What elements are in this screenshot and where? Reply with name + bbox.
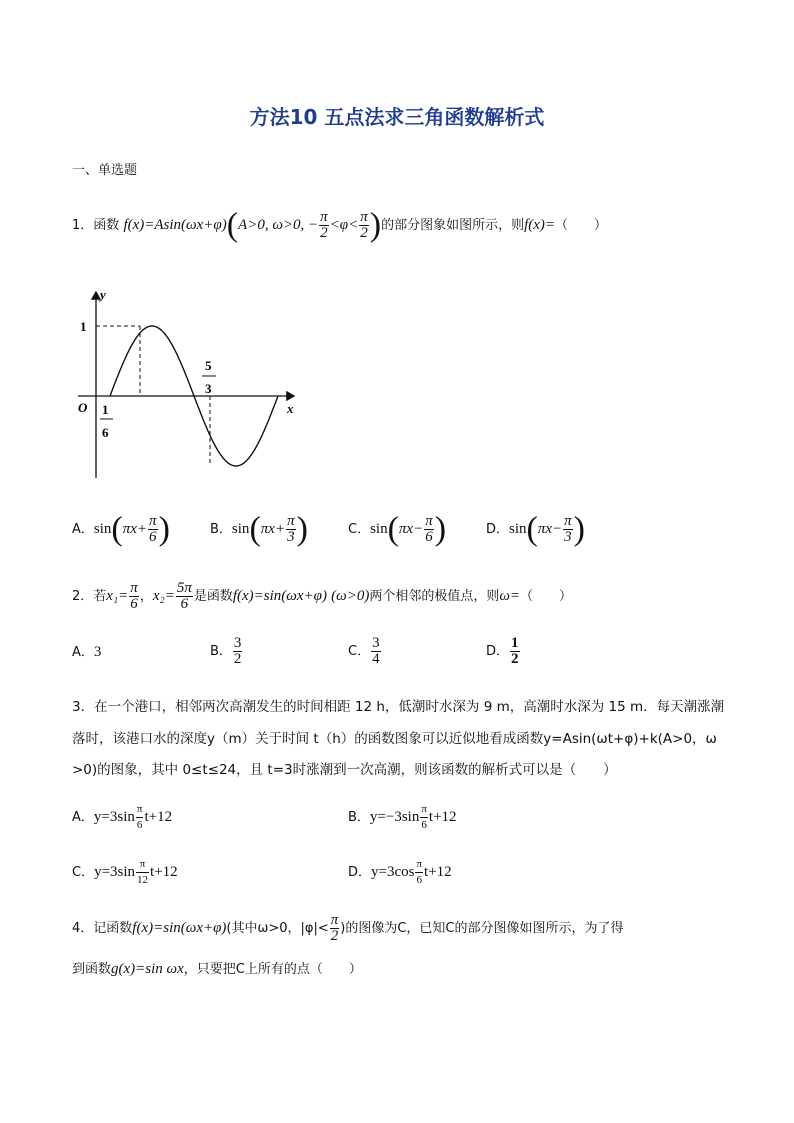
question-2-stem: 2．若x₁= $\frac{\pi}{6}$ ，x₂= $\frac{5\pi}{6}$ 是函数f(x)=sin(ωx+φ) (ω>0)两个相邻的极值点，则ω=（ ） xyxy=(72,580,573,612)
x-axis-label: x xyxy=(287,401,294,416)
question-2-option-b[interactable]: B． $\frac{3}{2}$ xyxy=(210,635,242,667)
question-3-option-c[interactable]: C．y=3sin $\frac{\pi}{12}$ t+12 xyxy=(72,858,178,886)
fraction: $\frac{\pi}{2}$ xyxy=(360,209,368,241)
question-1-stem: 1．函数 f(x)=Asin(ωx+φ)(A>0, ω>0, − $\frac{\pi}{2}$ <φ< $\frac{\pi}{2}$ )的部分图象如图所示，则f(x)=（ ） xyxy=(72,206,608,244)
question-1-option-d[interactable]: D．sin(πx− $\frac{\pi}{3}$ ) xyxy=(486,510,585,548)
page-title: 方法10 五点法求三角函数解析式 xyxy=(249,105,545,129)
sine-graph xyxy=(72,282,312,482)
question-3-line-3: >0)的图象，其中 0≤t≤24，且 t=3时涨潮到一次高潮，则该函数的解析式可以是（ ） xyxy=(72,762,617,778)
max-value-label: 1 xyxy=(80,319,87,334)
question-3-option-d[interactable]: D．y=3cos $\frac{\pi}{6}$ t+12 xyxy=(348,858,452,886)
question-2-option-c[interactable]: C． $\frac{3}{4}$ xyxy=(348,635,380,667)
question-1-option-c[interactable]: C．sin(πx− $\frac{\pi}{6}$ ) xyxy=(348,510,447,548)
tick-label-num: 5 xyxy=(205,358,212,373)
question-number: 4． xyxy=(72,921,94,936)
question-number: 2． xyxy=(72,589,94,604)
question-2-option-d[interactable]: D． $\frac{1}{2}$ xyxy=(486,635,519,667)
function-expression: f(x)=Asin(ωx+φ) xyxy=(123,217,227,233)
question-2-option-a[interactable]: A．3 xyxy=(72,644,102,660)
question-3-line-2: 落时，该港口水的深度y（m）关于时间 t（h）的函数图象可以近似地看成函数y=Asin(ωt+φ)+k(A>0，ω xyxy=(72,731,717,747)
question-number: 1． xyxy=(72,218,94,233)
tick-label-den: 3 xyxy=(205,381,212,396)
question-1-option-b[interactable]: B．sin(πx+ $\frac{\pi}{3}$ ) xyxy=(210,510,308,548)
question-3-option-b[interactable]: B．y=−3sin $\frac{\pi}{6}$ t+12 xyxy=(348,803,457,831)
tick-label-num: 1 xyxy=(102,402,109,417)
section-heading: 一、单选题 xyxy=(72,163,138,178)
tick-label-den: 6 xyxy=(102,425,109,440)
question-1-option-a[interactable]: A．sin(πx+ $\frac{\pi}{6}$ ) xyxy=(72,510,170,548)
y-axis-label: y xyxy=(100,287,106,302)
question-3-line-1: 3．在一个港口，相邻两次高潮发生的时间相距 12 h，低潮时水深为 9 m，高潮时水深为 15 m．每天潮涨潮 xyxy=(72,699,725,715)
origin-label: O xyxy=(78,400,88,415)
fraction: $\frac{\pi}{2}$ xyxy=(320,209,328,241)
question-3-option-a[interactable]: A．y=3sin $\frac{\pi}{6}$ t+12 xyxy=(72,803,173,831)
question-4-stem-line-1: 4．记函数f(x)=sin(ωx+φ)(其中ω>0，|φ|< $\frac{\pi}{2}$ )的图像为C，已知C的部分图像如图所示，为了得 xyxy=(72,912,624,944)
question-4-stem-line-2: 到函数g(x)=sin ωx，只要把C上所有的点（ ） xyxy=(72,961,362,977)
